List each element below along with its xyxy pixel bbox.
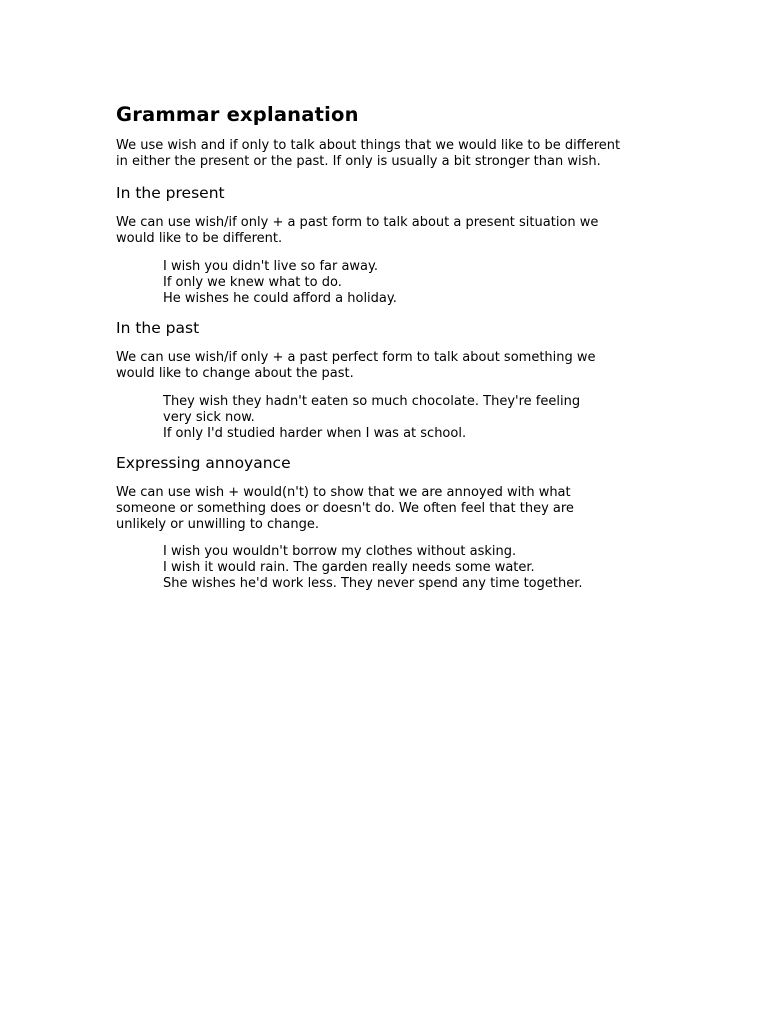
paragraph-line: We can use wish/if only + a past perfect form to talk about something we — [116, 350, 596, 365]
example-sentence: I wish you didn't live so far away. — [163, 259, 378, 274]
section-paragraph-annoyance — [116, 485, 676, 532]
paragraph-line: would like to be different. — [116, 230, 283, 246]
example-sentence: She wishes he'd work less. They never spend any time together. — [163, 575, 583, 591]
intro-paragraph — [116, 138, 676, 170]
section-heading-present: In the present — [116, 184, 225, 202]
example-sentence: He wishes he could afford a holiday. — [163, 290, 397, 306]
example-sentence: They wish they hadn't eaten so much chocolate. They're feeling — [163, 394, 581, 409]
section-paragraph-present — [116, 215, 676, 247]
example-sentence: I wish it would rain. The garden really needs some water. — [163, 559, 535, 575]
example-sentence: I wish you wouldn't borrow my clothes without asking. — [163, 544, 517, 559]
intro-line: We use wish and if only to talk about things that we would like to be different — [116, 138, 621, 153]
paragraph-line: We can use wish/if only + a past form to talk about a present situation we — [116, 215, 599, 230]
paragraph-line: unlikely or unwilling to change. — [116, 516, 319, 532]
examples-annoyance — [163, 544, 663, 591]
page-title: Grammar explanation — [116, 103, 359, 126]
intro-line: in either the present or the past. If only is usually a bit stronger than wish. — [116, 153, 601, 169]
paragraph-line: We can use wish + would(n't) to show that we are annoyed with what — [116, 485, 571, 500]
example-sentence: very sick now. — [163, 409, 255, 425]
examples-present — [163, 259, 663, 306]
example-sentence: If only I'd studied harder when I was at school. — [163, 425, 467, 441]
example-sentence: If only we knew what to do. — [163, 274, 342, 290]
section-heading-past: In the past — [116, 319, 200, 337]
section-heading-annoyance: Expressing annoyance — [116, 454, 291, 472]
examples-past — [163, 394, 663, 441]
paragraph-line: someone or something does or doesn't do. We often feel that they are — [116, 500, 574, 516]
paragraph-line: would like to change about the past. — [116, 365, 354, 381]
section-paragraph-past — [116, 350, 676, 382]
